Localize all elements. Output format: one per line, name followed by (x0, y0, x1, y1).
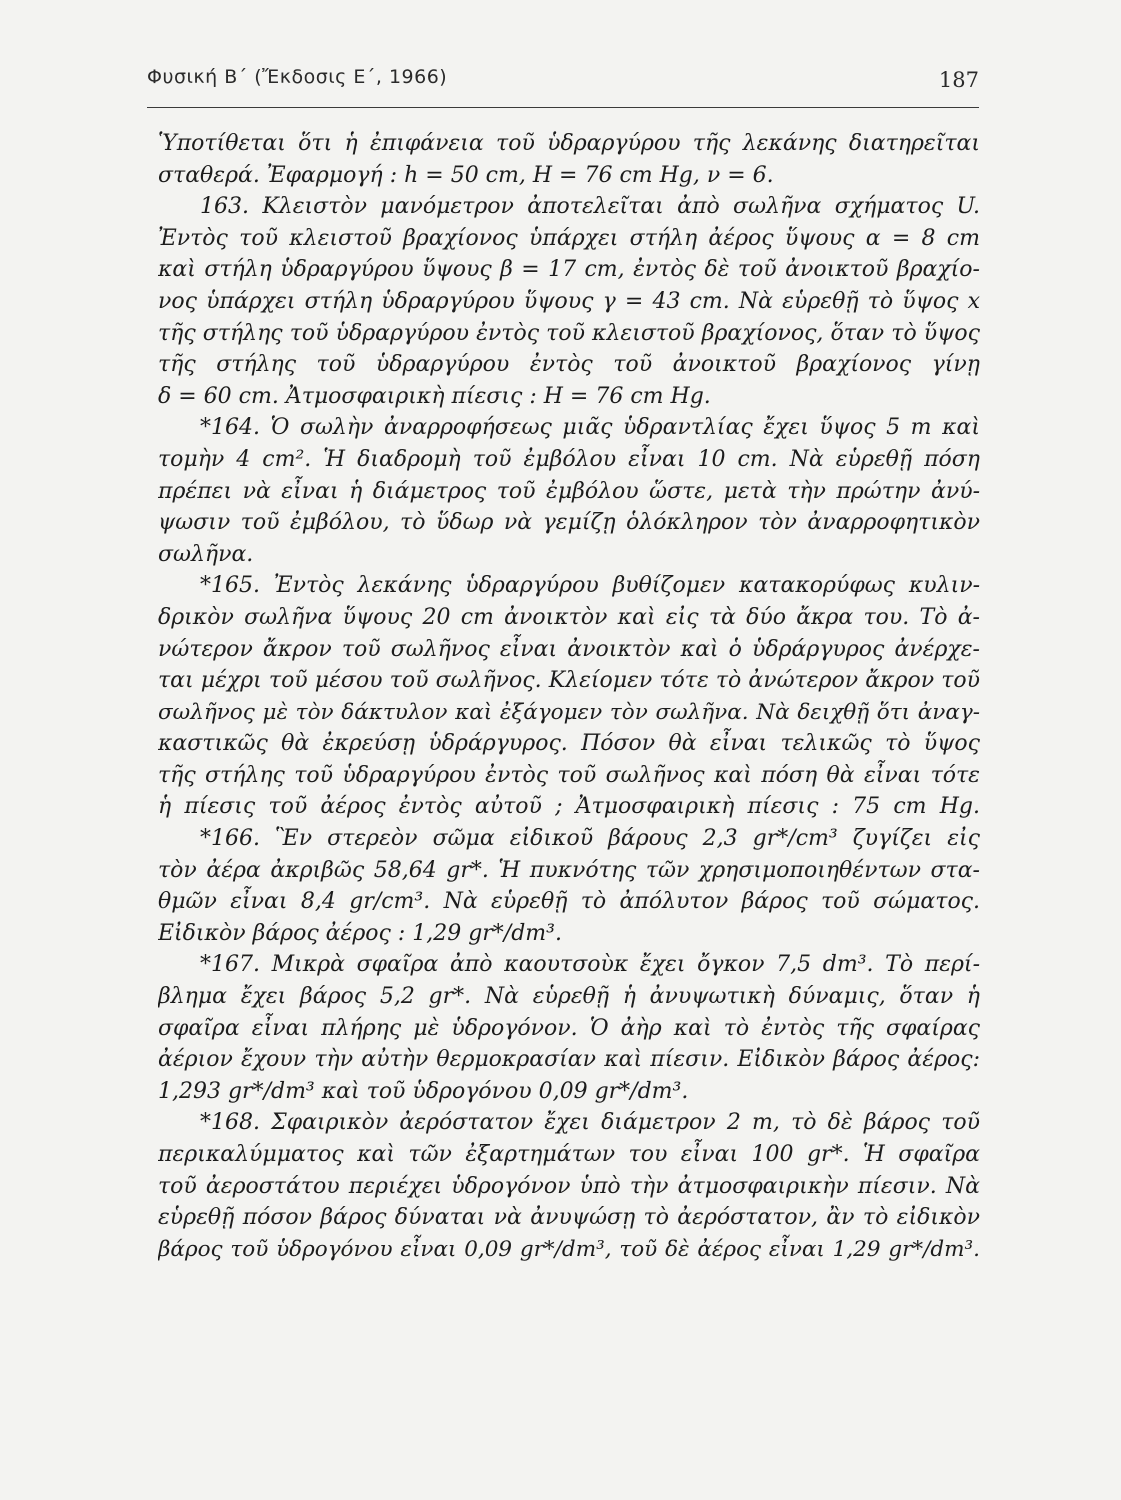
text-line: πρέπει νὰ εἶναι ἡ διάμετρος τοῦ ἐμβόλου ὥστε, μετὰ τὴν πρώτην ἀνύ- (158, 478, 980, 504)
header-rule (147, 107, 979, 108)
text-line: σωλῆνα. (158, 541, 254, 567)
text-line: δρικὸν σωλῆνα ὕψους 20 cm ἀνοικτὸν καὶ εἰς τὰ δύο ἄκρα του. Τὸ ἀ- (158, 604, 980, 630)
text-line: 1,293 gr*/dm³ καὶ τοῦ ὑδρογόνου 0,09 gr*/dm³. (158, 1078, 689, 1104)
text-line: δ = 60 cm. Ἀτμοσφαιρικὴ πίεσις : H = 76 cm Hg. (158, 383, 711, 409)
text-line: καστικῶς θὰ ἐκρεύσῃ ὑδράργυρος. Πόσον θὰ εἶναι τελικῶς τὸ ὕψος (158, 731, 980, 757)
text-line: *167. Μικρὰ σφαῖρα ἀπὸ καουτσοὺκ ἔχει ὄγκον 7,5 dm³. Τὸ περί- (200, 952, 980, 978)
running-head: Φυσική Β΄ (Ἔκδοσις Ε΄, 1966) (147, 66, 448, 88)
page-body (158, 128, 980, 1265)
text-line: βάρος τοῦ ὑδρογόνου εἶναι 0,09 gr*/dm³, τοῦ δὲ ἀέρος εἶναι 1,29 gr*/dm³. (158, 1236, 980, 1262)
text-line: *166. Ἓν στερεὸν σῶμα εἰδικοῦ βάρους 2,3 gr*/cm³ ζυγίζει εἰς (200, 826, 980, 852)
text-line: τῆς στήλης τοῦ ὑδραργύρου ἐντὸς τοῦ σωλῆνος καὶ πόση θὰ εἶναι τότε (158, 762, 980, 788)
text-line: *165. Ἐντὸς λεκάνης ὑδραργύρου βυθίζομεν κατακορύφως κυλιν- (200, 573, 980, 599)
text-line: σωλῆνος μὲ τὸν δάκτυλον καὶ ἐξάγομεν τὸν σωλῆνα. Νὰ δειχθῇ ὅτι ἀναγ- (158, 699, 980, 725)
text-line: ψωσιν τοῦ ἐμβόλου, τὸ ὕδωρ νὰ γεμίζῃ ὁλόκληρον τὸν ἀναρροφητικὸν (158, 510, 980, 536)
text-line: νος ὑπάρχει στήλη ὑδραργύρου ὕψους γ = 43 cm. Νὰ εὑρεθῇ τὸ ὕψος x (158, 288, 980, 314)
text-line: τὸν ἀέρα ἀκριβῶς 58,64 gr*. Ἡ πυκνότης τῶν χρησιμοποιηθέντων στα- (158, 857, 980, 883)
text-line: τομὴν 4 cm². Ἡ διαδρομὴ τοῦ ἐμβόλου εἶναι 10 cm. Νὰ εὑρεθῇ πόση (158, 446, 980, 472)
text-line: σταθερά. Ἐφαρμογή : h = 50 cm, H = 76 cm Hg, ν = 6. (158, 162, 774, 188)
text-line: Ὑποτίθεται ὅτι ἡ ἐπιφάνεια τοῦ ὑδραργύρου τῆς λεκάνης διατηρεῖται (158, 131, 980, 156)
text-line: σφαῖρα εἶναι πλήρης μὲ ὑδρογόνον. Ὁ ἀὴρ καὶ τὸ ἐντὸς τῆς σφαίρας (158, 1015, 980, 1041)
text-line: *164. Ὁ σωλὴν ἀναρροφήσεως μιᾶς ὑδραντλίας ἔχει ὕψος 5 m καὶ (200, 415, 980, 441)
text-line: Ἐντὸς τοῦ κλειστοῦ βραχίονος ὑπάρχει στήλη ἀέρος ὕψους α = 8 cm (158, 225, 980, 251)
text-line: τῆς στήλης τοῦ ὑδραργύρου ἐντὸς τοῦ ἀνοικτοῦ βραχίονος γίνῃ (158, 352, 980, 378)
text-line: νώτερον ἄκρον τοῦ σωλῆνος εἶναι ἀνοικτὸν καὶ ὁ ὑδράργυρος ἀνέρχε- (158, 636, 980, 662)
text-line: περικαλύμματος καὶ τῶν ἐξαρτημάτων του εἶναι 100 gr*. Ἡ σφαῖρα (158, 1142, 980, 1167)
text-line: τῆς στήλης τοῦ ὑδραργύρου ἐντὸς τοῦ κλειστοῦ βραχίονος, ὅταν τὸ ὕψος (158, 320, 980, 346)
page-number: 187 (938, 68, 979, 92)
text-line: *168. Σφαιρικὸν ἀερόστατον ἔχει διάμετρον 2 m, τὸ δὲ βάρος τοῦ (200, 1110, 980, 1136)
text-line: Εἰδικὸν βάρος ἀέρος : 1,29 gr*/dm³. (158, 920, 562, 946)
text-line: βλημα ἔχει βάρος 5,2 gr*. Νὰ εὑρεθῇ ἡ ἀνυψωτικὴ δύναμις, ὅταν ἡ (158, 984, 980, 1010)
text-line: τοῦ ἀεροστάτου περιέχει ὑδρογόνον ὑπὸ τὴν ἀτμοσφαιρικὴν πίεσιν. Νὰ (158, 1173, 980, 1199)
text-line: ἀέριον ἔχουν τὴν αὐτὴν θερμοκρασίαν καὶ πίεσιν. Εἰδικὸν βάρος ἀέρος: (158, 1047, 980, 1073)
page-header (147, 66, 979, 102)
text-line: εὑρεθῇ πόσον βάρος δύναται νὰ ἀνυψώσῃ τὸ ἀερόστατον, ἂν τὸ εἰδικὸν (158, 1205, 980, 1231)
text-line: 163. Κλειστὸν μανόμετρον ἀποτελεῖται ἀπὸ σωλῆνα σχήματος U. (200, 194, 980, 220)
text-line: ται μέχρι τοῦ μέσου τοῦ σωλῆνος. Κλείομεν τότε τὸ ἀνώτερον ἄκρον τοῦ (158, 668, 980, 694)
text-line: ἡ πίεσις τοῦ ἀέρος ἐντὸς αὐτοῦ ; Ἀτμοσφαιρικὴ πίεσις : 75 cm Hg. (158, 794, 980, 820)
text-line: θμῶν εἶναι 8,4 gr/cm³. Νὰ εὑρεθῇ τὸ ἀπόλυτον βάρος τοῦ σώματος. (158, 889, 980, 915)
text-line: καὶ στήλη ὑδραργύρου ὕψους β = 17 cm, ἐντὸς δὲ τοῦ ἀνοικτοῦ βραχίο- (158, 257, 980, 283)
